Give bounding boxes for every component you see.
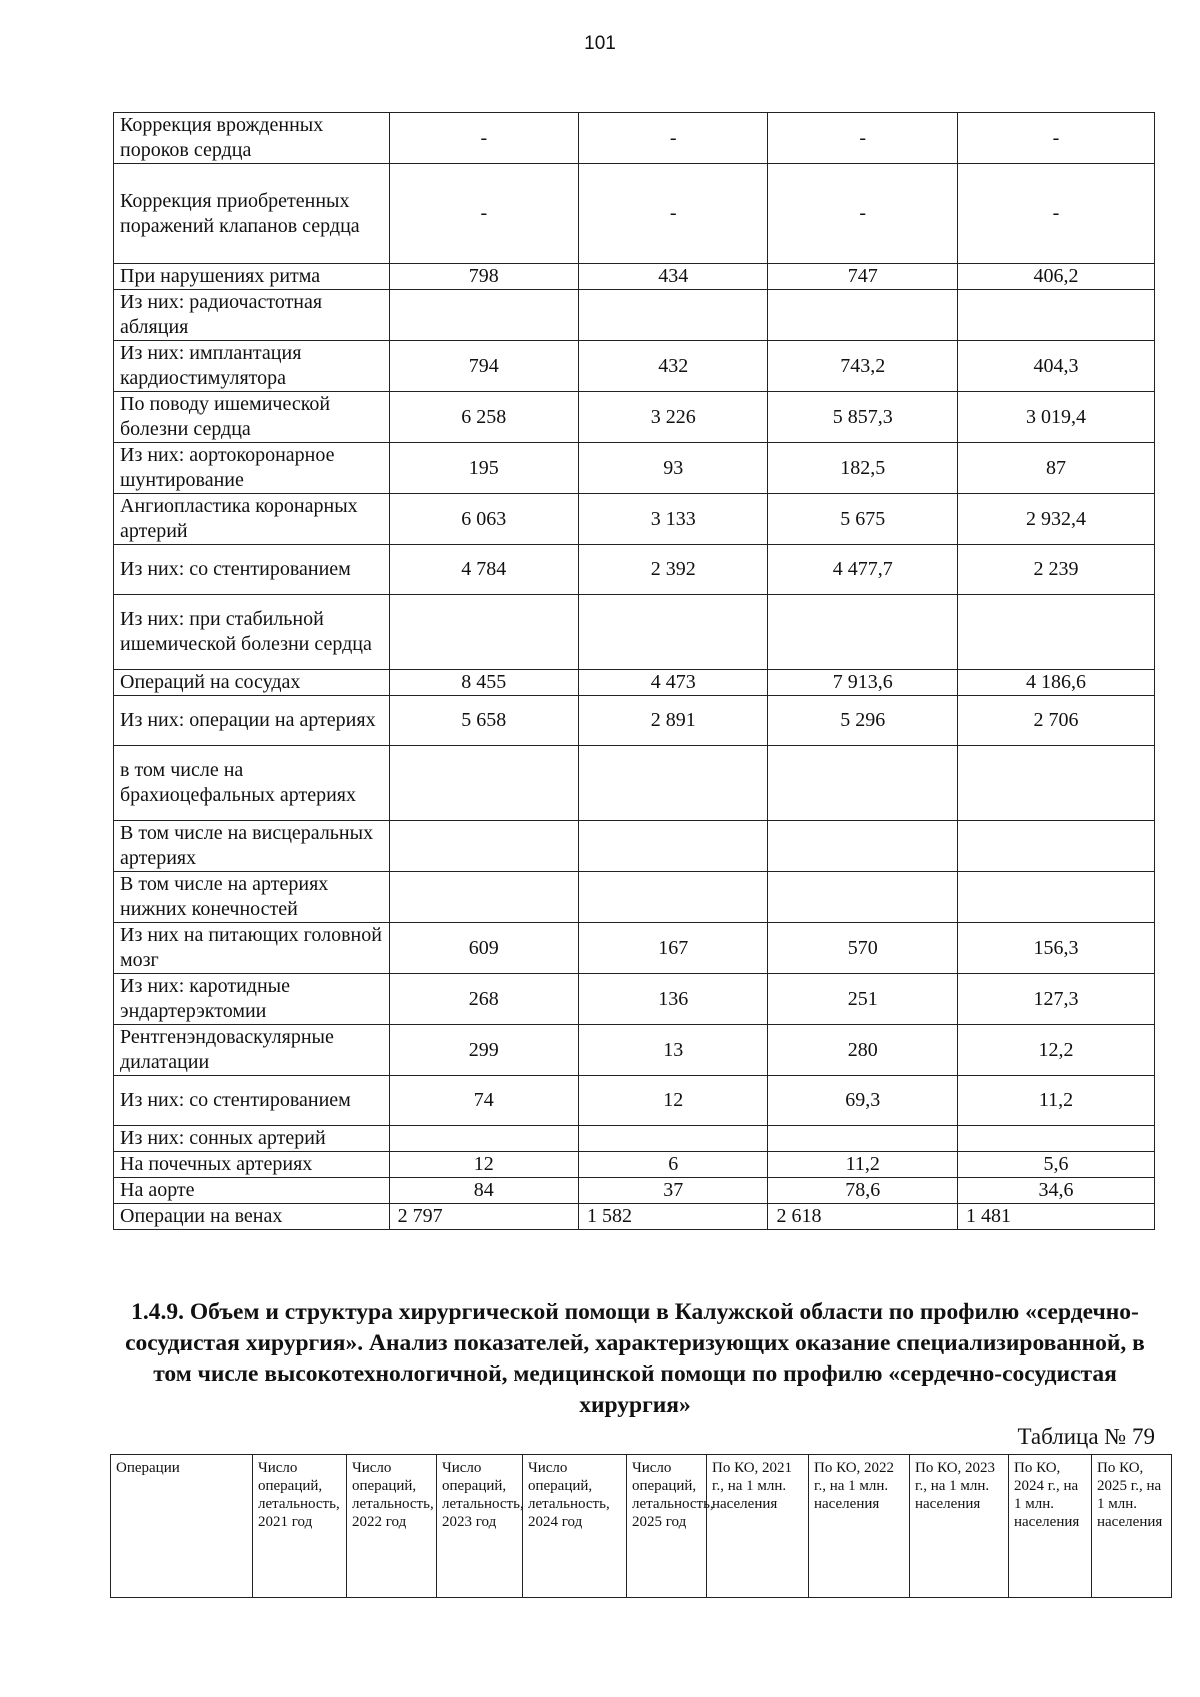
cell-2022: 13: [579, 1025, 768, 1076]
cell-2024: 156,3: [957, 923, 1154, 974]
header-row: [111, 1455, 1172, 1598]
table-row: [114, 290, 1155, 341]
cell-2022: 6: [579, 1152, 768, 1178]
cell-2021: [389, 821, 578, 872]
cell-2022: 4 473: [579, 670, 768, 696]
cell-2024: 11,2: [957, 1076, 1154, 1126]
row-label: Из них: со стентированием: [114, 1076, 390, 1126]
table-row: [114, 545, 1155, 595]
cell-2023: 78,6: [768, 1178, 957, 1204]
row-label: Рентгенэндоваскулярные дилатации: [114, 1025, 390, 1076]
row-label: Из них: имплантация кардиостимулятора: [114, 341, 390, 392]
cell-2024: 4 186,6: [957, 670, 1154, 696]
cell-2024: [957, 872, 1154, 923]
table-row: [114, 264, 1155, 290]
table-row: [114, 1025, 1155, 1076]
structure-table-header: [110, 1454, 1172, 1598]
table-row: [114, 872, 1155, 923]
cell-2022: [579, 595, 768, 670]
cell-2022: 3 226: [579, 392, 768, 443]
row-label: Из них: операции на артериях: [114, 696, 390, 746]
cell-2023: 182,5: [768, 443, 957, 494]
table-row: [114, 1126, 1155, 1152]
row-label: Коррекция врожденных пороков сердца: [114, 113, 390, 164]
row-label: На аорте: [114, 1178, 390, 1204]
column-header: Операции: [111, 1455, 253, 1598]
cell-2024: [957, 746, 1154, 821]
column-header: Число операций, летальность, 2023 год: [437, 1455, 523, 1598]
cell-2023: -: [768, 164, 957, 264]
cell-2021: [389, 872, 578, 923]
cell-2024: 2 706: [957, 696, 1154, 746]
table-row: [114, 1178, 1155, 1204]
cell-2021: 84: [389, 1178, 578, 1204]
cell-2022: 1 582: [579, 1204, 768, 1230]
row-label: В том числе на артериях нижних конечностей: [114, 872, 390, 923]
cell-2021: 4 784: [389, 545, 578, 595]
cell-2023: [768, 1126, 957, 1152]
cell-2021: [389, 290, 578, 341]
column-header: По КО, 2025 г., на 1 млн. населения: [1092, 1455, 1172, 1598]
row-label: Операции на венах: [114, 1204, 390, 1230]
cell-2023: 251: [768, 974, 957, 1025]
row-label: Из них: со стентированием: [114, 545, 390, 595]
cell-2021: 6 258: [389, 392, 578, 443]
cell-2022: [579, 872, 768, 923]
cell-2021: 794: [389, 341, 578, 392]
cell-2021: 5 658: [389, 696, 578, 746]
cell-2024: 34,6: [957, 1178, 1154, 1204]
cell-2022: 3 133: [579, 494, 768, 545]
operations-table: [113, 112, 1155, 1230]
column-header: По КО, 2021 г., на 1 млн. населения: [707, 1455, 809, 1598]
cell-2022: [579, 821, 768, 872]
table-row: [114, 1076, 1155, 1126]
column-header: Число операций, летальность, 2022 год: [347, 1455, 437, 1598]
row-label: в том числе на брахиоцефальных артериях: [114, 746, 390, 821]
cell-2021: 6 063: [389, 494, 578, 545]
cell-2024: [957, 290, 1154, 341]
cell-2021: -: [389, 164, 578, 264]
cell-2024: -: [957, 164, 1154, 264]
row-label: Из них: сонных артерий: [114, 1126, 390, 1152]
cell-2021: 798: [389, 264, 578, 290]
column-header: По КО, 2023 г., на 1 млн. населения: [910, 1455, 1009, 1598]
cell-2022: [579, 746, 768, 821]
table-row: [114, 113, 1155, 164]
cell-2021: 268: [389, 974, 578, 1025]
cell-2022: 93: [579, 443, 768, 494]
cell-2022: [579, 290, 768, 341]
cell-2024: 406,2: [957, 264, 1154, 290]
cell-2021: 74: [389, 1076, 578, 1126]
page-number: 101: [584, 33, 616, 54]
cell-2021: 299: [389, 1025, 578, 1076]
row-label: Операций на сосудах: [114, 670, 390, 696]
table-row: [114, 1204, 1155, 1230]
cell-2023: 747: [768, 264, 957, 290]
column-header: Число операций, летальность, 2024 год: [523, 1455, 627, 1598]
cell-2023: [768, 595, 957, 670]
cell-2022: 434: [579, 264, 768, 290]
column-header: Число операций, летальность, 2025 год: [627, 1455, 707, 1598]
cell-2024: [957, 821, 1154, 872]
table-row: [114, 923, 1155, 974]
row-label: При нарушениях ритма: [114, 264, 390, 290]
cell-2022: [579, 1126, 768, 1152]
cell-2024: 87: [957, 443, 1154, 494]
cell-2023: [768, 821, 957, 872]
cell-2021: 8 455: [389, 670, 578, 696]
table-row: [114, 443, 1155, 494]
cell-2024: 404,3: [957, 341, 1154, 392]
cell-2023: 5 857,3: [768, 392, 957, 443]
table-row: [114, 494, 1155, 545]
cell-2024: [957, 1126, 1154, 1152]
cell-2023: 570: [768, 923, 957, 974]
cell-2024: [957, 595, 1154, 670]
cell-2023: 69,3: [768, 1076, 957, 1126]
cell-2023: [768, 872, 957, 923]
column-header: По КО, 2022 г., на 1 млн. населения: [809, 1455, 910, 1598]
column-header: По КО, 2024 г., на 1 млн. населения: [1009, 1455, 1092, 1598]
cell-2022: 2 392: [579, 545, 768, 595]
table-row: [114, 595, 1155, 670]
table-row: [114, 746, 1155, 821]
cell-2022: 167: [579, 923, 768, 974]
cell-2024: -: [957, 113, 1154, 164]
table-row: [114, 696, 1155, 746]
cell-2023: 5 675: [768, 494, 957, 545]
section-heading: 1.4.9. Объем и структура хирургической помощи в Калужской области по профилю «сердечно-сосудистая хирургия». Анализ показателей, характеризующих оказание специализированной, в том числе высокотехнологичной, медицинской помощи по профилю «сердечно-сосудистая хирургия»: [125, 1299, 1145, 1418]
cell-2024: 5,6: [957, 1152, 1154, 1178]
cell-2022: 37: [579, 1178, 768, 1204]
row-label: Из них на питающих головной мозг: [114, 923, 390, 974]
cell-2024: 2 239: [957, 545, 1154, 595]
cell-2022: 12: [579, 1076, 768, 1126]
cell-2023: [768, 746, 957, 821]
cell-2021: 12: [389, 1152, 578, 1178]
cell-2021: 2 797: [389, 1204, 578, 1230]
cell-2022: 2 891: [579, 696, 768, 746]
cell-2024: 127,3: [957, 974, 1154, 1025]
table-row: [114, 670, 1155, 696]
cell-2021: [389, 1126, 578, 1152]
row-label: В том числе на висцеральных артериях: [114, 821, 390, 872]
cell-2023: -: [768, 113, 957, 164]
table-row: [114, 341, 1155, 392]
cell-2022: 136: [579, 974, 768, 1025]
cell-2022: 432: [579, 341, 768, 392]
cell-2021: [389, 595, 578, 670]
cell-2022: -: [579, 113, 768, 164]
table-row: [114, 1152, 1155, 1178]
cell-2021: -: [389, 113, 578, 164]
cell-2023: 280: [768, 1025, 957, 1076]
table-row: [114, 392, 1155, 443]
cell-2023: 11,2: [768, 1152, 957, 1178]
row-label: На почечных артериях: [114, 1152, 390, 1178]
cell-2023: 5 296: [768, 696, 957, 746]
row-label: Коррекция приобретенных поражений клапанов сердца: [114, 164, 390, 264]
table-row: [114, 821, 1155, 872]
cell-2024: 1 481: [957, 1204, 1154, 1230]
cell-2023: 743,2: [768, 341, 957, 392]
row-label: Ангиопластика коронарных артерий: [114, 494, 390, 545]
table-caption: Таблица № 79: [1017, 1424, 1155, 1449]
table-row: [114, 974, 1155, 1025]
row-label: Из них: каротидные эндартерэктомии: [114, 974, 390, 1025]
row-label: Из них: радиочастотная абляция: [114, 290, 390, 341]
cell-2023: 2 618: [768, 1204, 957, 1230]
cell-2023: [768, 290, 957, 341]
cell-2021: 195: [389, 443, 578, 494]
row-label: Из них: аортокоронарное шунтирование: [114, 443, 390, 494]
cell-2021: [389, 746, 578, 821]
row-label: По поводу ишемической болезни сердца: [114, 392, 390, 443]
cell-2021: 609: [389, 923, 578, 974]
column-header: Число операций, летальность, 2021 год: [253, 1455, 347, 1598]
cell-2024: 12,2: [957, 1025, 1154, 1076]
row-label: Из них: при стабильной ишемической болезни сердца: [114, 595, 390, 670]
cell-2024: 3 019,4: [957, 392, 1154, 443]
cell-2023: 7 913,6: [768, 670, 957, 696]
cell-2023: 4 477,7: [768, 545, 957, 595]
table-row: [114, 164, 1155, 264]
cell-2024: 2 932,4: [957, 494, 1154, 545]
cell-2022: -: [579, 164, 768, 264]
